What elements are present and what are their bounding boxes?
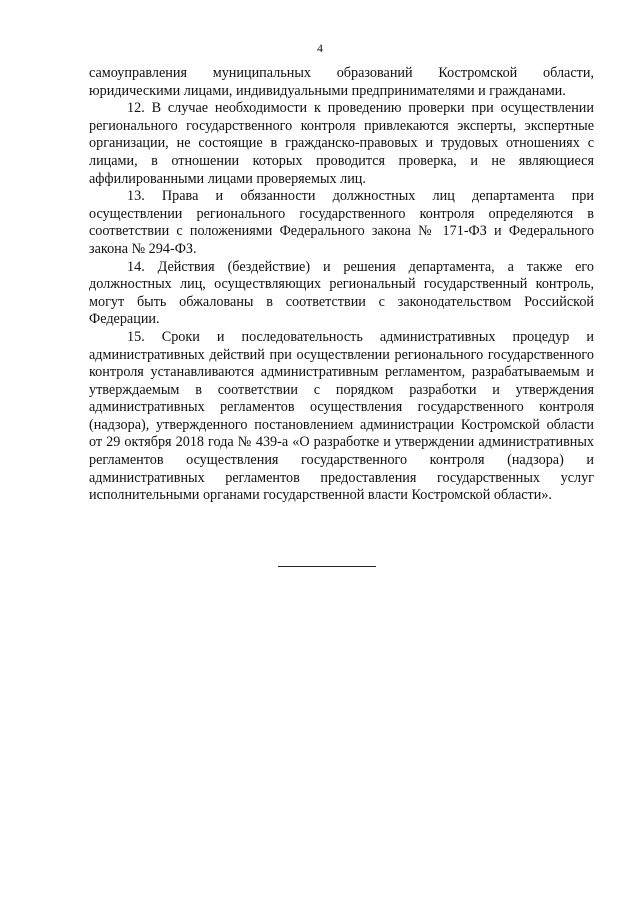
- paragraph-13: 13. Права и обязанности должностных лиц департамента при осуществлении регионального государственного контроля определяются в соответствии с положениями Федерального закона № 171-ФЗ и Федерального закона № 294-ФЗ.: [89, 188, 594, 257]
- paragraph-15: 15. Сроки и последовательность административных процедур и административных действий при осуществлении регионального государственного контроля устанавливаются административным регламентом, разрабатываемым и утверждаемым в соответствии с порядком разработки и утверждения административных регламентов осуществления государственного контроля (надзора), утвержденного постановлением администрации Костромской области от 29 октября 2018 года № 439-а «О разработке и утверждении административных регламентов осуществления государственного контроля (надзора) и административных регламентов предоставления государственных услуг исполнительными органами государственной власти Костромской области».: [89, 328, 594, 504]
- paragraph-continuation: самоуправления муниципальных образований Костромской области, юридическими лицами, индивидуальными предпринимателями и гражданами.: [89, 65, 594, 99]
- paragraph-14: 14. Действия (бездействие) и решения департамента, а также его должностных лиц, осуществляющих региональный государственный контроль, могут быть обжалованы в соответствии с законодательством Российской Федерации.: [89, 258, 594, 328]
- paragraph-12: 12. В случае необходимости к проведению проверки при осуществлении регионального государственного контроля привлекаются эксперты, экспертные организации, не состоящие в гражданско-правовых и трудовых отношениях с лицами, в отношении которых проводится проверка, и не являющиеся аффилированными лицами проверяемых лиц.: [89, 100, 594, 187]
- page-number: 4: [317, 41, 323, 55]
- document-end-divider: [278, 566, 376, 567]
- document-body: [89, 65, 594, 505]
